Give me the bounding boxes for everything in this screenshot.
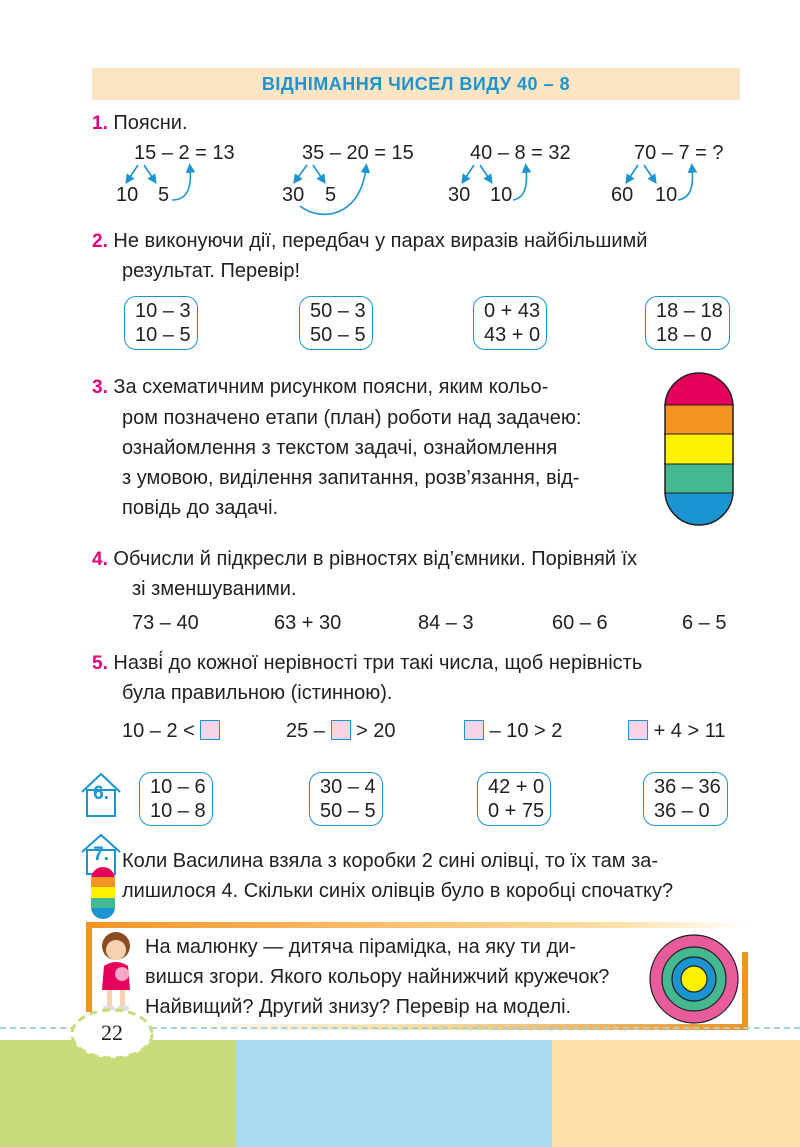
page-title: ВІДНІМАННЯ ЧИСЕЛ ВИДУ 40 – 8 (261, 73, 571, 94)
task-7-number (87, 844, 115, 866)
text-line: ром позначено етапи (план) роботи над задачею: (122, 407, 582, 429)
text-line: вишся згори. Якого кольору найнижчий кружечок? (145, 966, 610, 988)
expression: 73 – 40 (132, 612, 199, 634)
task-5-text-line1: Назві́ до кожної нерівності три такі числа, щоб нерівність (113, 652, 643, 674)
expression: 84 – 3 (418, 612, 474, 634)
expression: 43 + 0 (484, 324, 541, 346)
eq-4: 70 – 7 = ? (634, 142, 724, 164)
stage-band (664, 405, 734, 434)
task-5-text-line2: була правильною (істинною). (122, 682, 393, 704)
text-line: з умовою, виділення запитання, розв’язання, від- (122, 467, 580, 489)
expression: 6 – 5 (682, 612, 727, 634)
task-3-text (92, 372, 652, 523)
stage-band (664, 464, 734, 493)
footer-band (236, 1040, 552, 1147)
task-2-text-line2: результат. Перевір! (122, 260, 301, 282)
answer-square[interactable] (331, 720, 351, 740)
expression: 18 – 0 (656, 324, 712, 346)
text-line: На малюнку — дитяча пірамідка, на яку ти ди- (145, 936, 577, 958)
expression: 10 – 6 (150, 776, 206, 798)
expression: 63 + 30 (274, 612, 342, 634)
task-6-number (87, 783, 115, 805)
answer-square[interactable] (628, 720, 648, 740)
expression: 30 – 4 (320, 776, 376, 798)
part: 10 (655, 184, 678, 206)
work-stages-diagram (664, 372, 734, 526)
task-number: 1. (92, 113, 108, 134)
expression-pair-box (139, 772, 213, 826)
text-line: повідь до задачі. (122, 497, 279, 519)
text-line: За схематичним рисунком поясни, яким кольо- (113, 376, 549, 398)
inequality-right: > 20 (356, 720, 396, 742)
text-line: Найвищий? Другий знизу? Перевір на моделі. (145, 996, 572, 1018)
ring (681, 966, 707, 992)
inequality-left: 25 – (286, 720, 325, 742)
inequality (464, 720, 562, 743)
task-4-text-line2: зі зменшуваними. (132, 578, 297, 600)
expression: 36 – 0 (654, 800, 710, 822)
stage-band (664, 372, 734, 405)
answer-square[interactable] (464, 720, 484, 740)
expression: 10 – 3 (135, 300, 191, 322)
expression: 0 + 43 (484, 300, 541, 322)
expression-pair-box (473, 296, 547, 350)
decomposition-arrows (0, 0, 800, 260)
stage-band (664, 493, 734, 526)
task-4-heading (92, 544, 637, 575)
expression-pair-box (124, 296, 198, 350)
expression: 0 + 75 (488, 800, 545, 822)
inequality (628, 720, 725, 743)
task-2-heading (92, 226, 647, 257)
expression-pair-box (299, 296, 373, 350)
expression: 10 – 5 (135, 324, 191, 346)
task-number: 3. (92, 377, 108, 398)
part: 10 (116, 184, 139, 206)
task-number: 5. (92, 653, 108, 674)
task-number: 6. (93, 783, 109, 804)
expression: 36 – 36 (654, 776, 721, 798)
inequality-right: – 10 > 2 (489, 720, 563, 742)
expression: 50 – 5 (310, 324, 366, 346)
extra-task-text (145, 932, 655, 1022)
expression: 50 – 5 (320, 800, 376, 822)
eq-2: 35 – 20 = 15 (302, 142, 414, 164)
part: 30 (448, 184, 471, 206)
task-number: 7. (93, 844, 109, 865)
page-number: 22 (101, 1020, 123, 1045)
part: 5 (158, 184, 170, 206)
part: 10 (490, 184, 513, 206)
part: 5 (325, 184, 337, 206)
expression: 60 – 6 (552, 612, 608, 634)
task-number: 4. (92, 549, 108, 570)
stages-mini-icon (90, 866, 116, 920)
task-7-text-line2: лишилося 4. Скільки синіх олівців було в коробці спочатку? (122, 880, 674, 902)
inequality (122, 720, 220, 743)
expression-pair-box (645, 296, 730, 350)
inequality-right: + 4 > 11 (653, 720, 726, 742)
task-5-heading (92, 648, 642, 679)
expression: 18 – 18 (656, 300, 723, 322)
pyramid-top-view-diagram (648, 933, 740, 1025)
expression: 10 – 8 (150, 800, 206, 822)
girl-illustration (94, 928, 140, 1012)
eq-1: 15 – 2 = 13 (134, 142, 235, 164)
inequality (286, 720, 396, 743)
answer-square[interactable] (200, 720, 220, 740)
stage-band (664, 434, 734, 464)
expression: 42 + 0 (488, 776, 545, 798)
part: 30 (282, 184, 305, 206)
task-1-text: Поясни. (113, 112, 188, 134)
eq-3: 40 – 8 = 32 (470, 142, 571, 164)
text-line: ознайомлення з текстом задачі, ознайомлення (122, 437, 558, 459)
expression-pair-box (643, 772, 728, 826)
footer-band (552, 1040, 800, 1147)
part: 60 (611, 184, 634, 206)
task-2-text-line1: Не виконуючи дії, передбач у парах виразів найбільшимй (113, 230, 648, 252)
expression: 50 – 3 (310, 300, 366, 322)
task-number: 2. (92, 231, 108, 252)
task-7-text-line1: Коли Василина взяла з коробки 2 сині олівці, то їх там за- (122, 850, 659, 872)
task-4-text-line1: Обчисли й підкресли в рівностях від’ємники. Порівняй їх (113, 548, 638, 570)
inequality-left: 10 – 2 < (122, 720, 195, 742)
expression-pair-box (309, 772, 383, 826)
expression-pair-box (477, 772, 551, 826)
